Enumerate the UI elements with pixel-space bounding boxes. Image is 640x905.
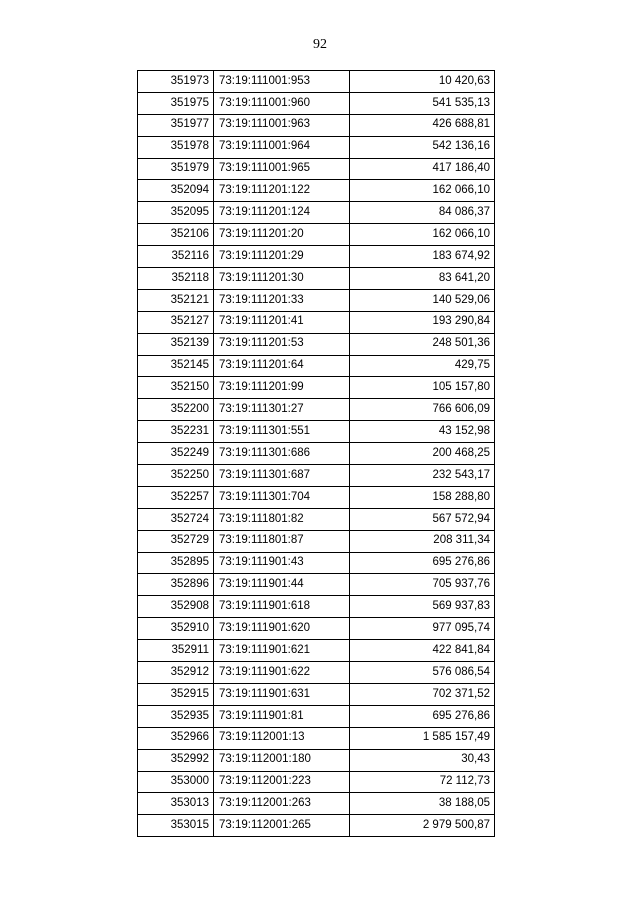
row-id-cell: 352912 <box>138 662 214 684</box>
row-id-cell: 352200 <box>138 399 214 421</box>
cadastral-number-cell: 73:19:111001:965 <box>214 158 350 180</box>
cadastral-number-cell: 73:19:111201:99 <box>214 377 350 399</box>
cadastral-number-cell: 73:19:111301:27 <box>214 399 350 421</box>
amount-cell: 200 468,25 <box>350 443 495 465</box>
row-id-cell: 351979 <box>138 158 214 180</box>
amount-cell: 10 420,63 <box>350 71 495 93</box>
table-row <box>138 574 495 596</box>
amount-cell: 83 641,20 <box>350 268 495 290</box>
data-table <box>137 70 495 837</box>
table-row <box>138 530 495 552</box>
table-row <box>138 377 495 399</box>
page-number: 92 <box>313 37 327 52</box>
cadastral-number-cell: 73:19:112001:265 <box>214 815 350 837</box>
row-id-cell: 352121 <box>138 289 214 311</box>
amount-cell: 542 136,16 <box>350 136 495 158</box>
amount-cell: 417 186,40 <box>350 158 495 180</box>
table-row <box>138 202 495 224</box>
table-row <box>138 596 495 618</box>
cadastral-number-cell: 73:19:111901:620 <box>214 618 350 640</box>
table-row <box>138 771 495 793</box>
table-row <box>138 158 495 180</box>
amount-cell: 38 188,05 <box>350 793 495 815</box>
amount-cell: 695 276,86 <box>350 705 495 727</box>
cadastral-number-cell: 73:19:111901:622 <box>214 662 350 684</box>
amount-cell: 567 572,94 <box>350 508 495 530</box>
amount-cell: 422 841,84 <box>350 640 495 662</box>
amount-cell: 766 606,09 <box>350 399 495 421</box>
row-id-cell: 352106 <box>138 224 214 246</box>
cadastral-number-cell: 73:19:111301:704 <box>214 486 350 508</box>
cadastral-number-cell: 73:19:111201:29 <box>214 246 350 268</box>
amount-cell: 2 979 500,87 <box>350 815 495 837</box>
table-row <box>138 793 495 815</box>
amount-cell: 702 371,52 <box>350 683 495 705</box>
row-id-cell: 352231 <box>138 421 214 443</box>
cadastral-number-cell: 73:19:111201:41 <box>214 311 350 333</box>
cadastral-number-cell: 73:19:111901:618 <box>214 596 350 618</box>
amount-cell: 977 095,74 <box>350 618 495 640</box>
cadastral-number-cell: 73:19:111901:621 <box>214 640 350 662</box>
row-id-cell: 352896 <box>138 574 214 596</box>
cadastral-number-cell: 73:19:111201:124 <box>214 202 350 224</box>
cadastral-number-cell: 73:19:112001:263 <box>214 793 350 815</box>
row-id-cell: 352910 <box>138 618 214 640</box>
cadastral-number-cell: 73:19:112001:13 <box>214 727 350 749</box>
cadastral-number-cell: 73:19:111801:87 <box>214 530 350 552</box>
amount-cell: 426 688,81 <box>350 114 495 136</box>
cadastral-number-cell: 73:19:111901:43 <box>214 552 350 574</box>
table-body <box>138 71 495 837</box>
amount-cell: 84 086,37 <box>350 202 495 224</box>
table-row <box>138 618 495 640</box>
amount-cell: 569 937,83 <box>350 596 495 618</box>
amount-cell: 162 066,10 <box>350 224 495 246</box>
table-row <box>138 815 495 837</box>
row-id-cell: 352966 <box>138 727 214 749</box>
amount-cell: 193 290,84 <box>350 311 495 333</box>
amount-cell: 183 674,92 <box>350 246 495 268</box>
table-row <box>138 224 495 246</box>
table-row <box>138 421 495 443</box>
table-row <box>138 705 495 727</box>
row-id-cell: 351975 <box>138 92 214 114</box>
table-row <box>138 268 495 290</box>
cadastral-number-cell: 73:19:111201:20 <box>214 224 350 246</box>
cadastral-number-cell: 73:19:111901:631 <box>214 683 350 705</box>
cadastral-number-cell: 73:19:111901:44 <box>214 574 350 596</box>
row-id-cell: 352935 <box>138 705 214 727</box>
row-id-cell: 352729 <box>138 530 214 552</box>
amount-cell: 705 937,76 <box>350 574 495 596</box>
table-row <box>138 355 495 377</box>
amount-cell: 105 157,80 <box>350 377 495 399</box>
table-row <box>138 246 495 268</box>
amount-cell: 576 086,54 <box>350 662 495 684</box>
table-row <box>138 92 495 114</box>
table-row <box>138 289 495 311</box>
table-row <box>138 443 495 465</box>
cadastral-number-cell: 73:19:111201:53 <box>214 333 350 355</box>
cadastral-number-cell: 73:19:112001:180 <box>214 749 350 771</box>
row-id-cell: 352257 <box>138 486 214 508</box>
amount-cell: 72 112,73 <box>350 771 495 793</box>
row-id-cell: 352118 <box>138 268 214 290</box>
row-id-cell: 352127 <box>138 311 214 333</box>
cadastral-number-cell: 73:19:111201:30 <box>214 268 350 290</box>
row-id-cell: 352150 <box>138 377 214 399</box>
cadastral-number-cell: 73:19:111301:686 <box>214 443 350 465</box>
table-row <box>138 508 495 530</box>
amount-cell: 541 535,13 <box>350 92 495 114</box>
cadastral-number-cell: 73:19:111201:33 <box>214 289 350 311</box>
amount-cell: 140 529,06 <box>350 289 495 311</box>
row-id-cell: 352095 <box>138 202 214 224</box>
row-id-cell: 352908 <box>138 596 214 618</box>
row-id-cell: 352094 <box>138 180 214 202</box>
amount-cell: 162 066,10 <box>350 180 495 202</box>
amount-cell: 158 288,80 <box>350 486 495 508</box>
row-id-cell: 352249 <box>138 443 214 465</box>
table-row <box>138 465 495 487</box>
cadastral-number-cell: 73:19:111001:953 <box>214 71 350 93</box>
cadastral-number-cell: 73:19:111001:964 <box>214 136 350 158</box>
amount-cell: 1 585 157,49 <box>350 727 495 749</box>
amount-cell: 429,75 <box>350 355 495 377</box>
row-id-cell: 352145 <box>138 355 214 377</box>
table-row <box>138 71 495 93</box>
amount-cell: 30,43 <box>350 749 495 771</box>
row-id-cell: 353013 <box>138 793 214 815</box>
cadastral-number-cell: 73:19:111301:687 <box>214 465 350 487</box>
table-row <box>138 640 495 662</box>
row-id-cell: 352911 <box>138 640 214 662</box>
table-row <box>138 399 495 421</box>
row-id-cell: 352724 <box>138 508 214 530</box>
cadastral-number-cell: 73:19:111001:963 <box>214 114 350 136</box>
table-row <box>138 662 495 684</box>
table-row <box>138 486 495 508</box>
amount-cell: 208 311,34 <box>350 530 495 552</box>
row-id-cell: 352895 <box>138 552 214 574</box>
table-row <box>138 333 495 355</box>
table-row <box>138 749 495 771</box>
table-row <box>138 552 495 574</box>
amount-cell: 248 501,36 <box>350 333 495 355</box>
table-row <box>138 180 495 202</box>
cadastral-number-cell: 73:19:111301:551 <box>214 421 350 443</box>
row-id-cell: 351973 <box>138 71 214 93</box>
row-id-cell: 352250 <box>138 465 214 487</box>
table-row <box>138 311 495 333</box>
cadastral-number-cell: 73:19:111201:64 <box>214 355 350 377</box>
row-id-cell: 352139 <box>138 333 214 355</box>
table-row <box>138 114 495 136</box>
row-id-cell: 352915 <box>138 683 214 705</box>
cadastral-number-cell: 73:19:112001:223 <box>214 771 350 793</box>
row-id-cell: 351978 <box>138 136 214 158</box>
row-id-cell: 351977 <box>138 114 214 136</box>
cadastral-number-cell: 73:19:111801:82 <box>214 508 350 530</box>
row-id-cell: 353015 <box>138 815 214 837</box>
row-id-cell: 352992 <box>138 749 214 771</box>
cadastral-number-cell: 73:19:111001:960 <box>214 92 350 114</box>
cadastral-number-cell: 73:19:111901:81 <box>214 705 350 727</box>
row-id-cell: 353000 <box>138 771 214 793</box>
table-row <box>138 136 495 158</box>
row-id-cell: 352116 <box>138 246 214 268</box>
amount-cell: 43 152,98 <box>350 421 495 443</box>
table-row <box>138 683 495 705</box>
amount-cell: 695 276,86 <box>350 552 495 574</box>
table-row <box>138 727 495 749</box>
cadastral-number-cell: 73:19:111201:122 <box>214 180 350 202</box>
amount-cell: 232 543,17 <box>350 465 495 487</box>
